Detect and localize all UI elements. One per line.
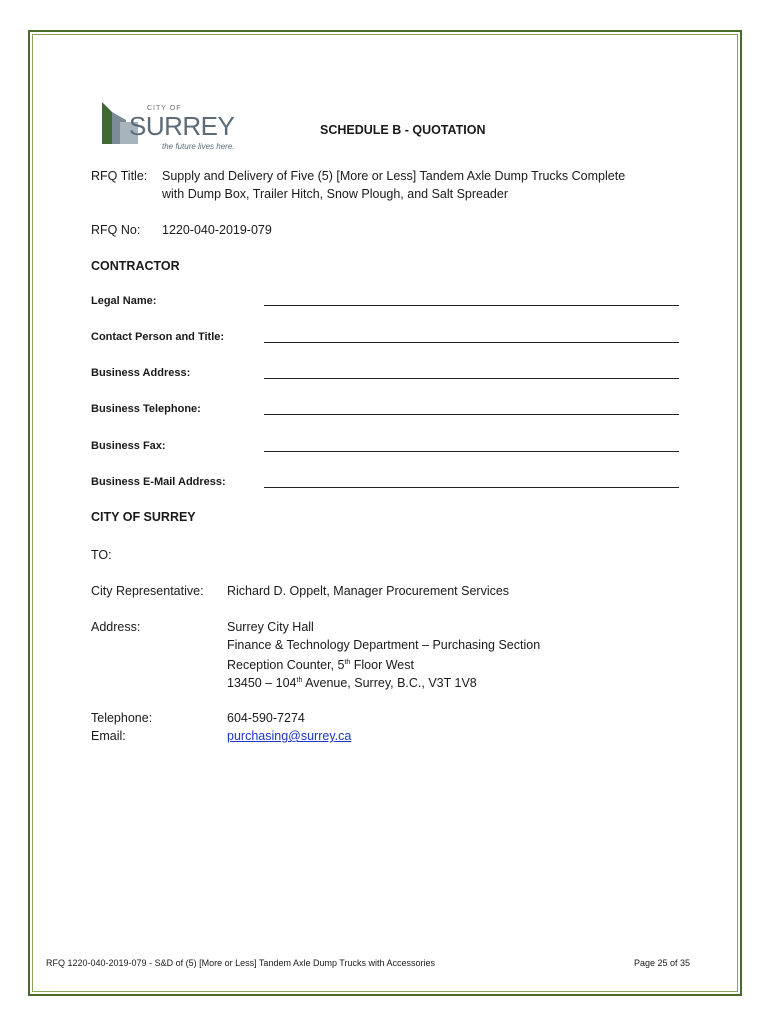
- business-address-label: Business Address:: [91, 367, 191, 379]
- contact-person-field[interactable]: [264, 342, 679, 343]
- address-label: Address:: [91, 620, 141, 634]
- contact-person-label: Contact Person and Title:: [91, 331, 225, 343]
- legal-name-field[interactable]: [264, 305, 679, 306]
- rfq-title-label: RFQ Title:: [91, 169, 148, 183]
- business-address-field[interactable]: [264, 378, 679, 379]
- rfq-no-value: 1220-040-2019-079: [162, 223, 272, 237]
- address-line4-sup: th: [296, 677, 303, 684]
- business-email-label: Business E-Mail Address:: [91, 476, 226, 488]
- footer-page-number: Page 25 of 35: [634, 958, 691, 968]
- address-line4-text-end: Avenue, Surrey, B.C., V3T 1V8: [302, 676, 477, 691]
- address-line4: [227, 672, 477, 692]
- contractor-heading: CONTRACTOR: [91, 259, 180, 273]
- logo-city-of: CITY OF: [147, 105, 182, 112]
- address-line4-text: 13450 – 104: [227, 676, 297, 691]
- rfq-no-label: RFQ No:: [91, 223, 141, 237]
- address-line1: Surrey City Hall: [227, 620, 314, 634]
- business-telephone-label: Business Telephone:: [91, 403, 201, 415]
- logo-name: SURREY: [129, 111, 235, 141]
- business-fax-label: Business Fax:: [91, 440, 166, 452]
- email-link[interactable]: purchasing@surrey.ca: [227, 729, 352, 743]
- city-rep-value: Richard D. Oppelt, Manager Procurement Services: [227, 584, 510, 598]
- legal-name-label: Legal Name:: [91, 295, 157, 307]
- city-of-surrey-logo: [100, 100, 250, 156]
- business-email-field[interactable]: [264, 487, 679, 488]
- rfq-title-line2: with Dump Box, Trailer Hitch, Snow Plough, and Salt Spreader: [162, 187, 509, 201]
- logo-tagline: the future lives here.: [162, 142, 235, 151]
- footer-document-ref: RFQ 1220-040-2019-079 - S&D of (5) [More or Less] Tandem Axle Dump Trucks with Accessories: [46, 958, 435, 968]
- email-label: Email:: [91, 729, 126, 743]
- business-fax-field[interactable]: [264, 451, 679, 452]
- business-telephone-field[interactable]: [264, 414, 679, 415]
- to-label: TO:: [91, 548, 112, 562]
- city-rep-label: City Representative:: [91, 584, 204, 598]
- page-title: SCHEDULE B - QUOTATION: [320, 123, 486, 137]
- rfq-title-line1: Supply and Delivery of Five (5) [More or Less] Tandem Axle Dump Trucks Complete: [162, 169, 626, 183]
- city-heading: CITY OF SURREY: [91, 510, 196, 524]
- telephone-value: 604-590-7274: [227, 711, 305, 725]
- address-line3-text: Reception Counter, 5: [227, 658, 345, 673]
- address-line2: Finance & Technology Department – Purchasing Section: [227, 638, 541, 652]
- telephone-label: Telephone:: [91, 711, 153, 725]
- address-line3-text-end: Floor West: [350, 658, 414, 673]
- address-line3-sup: th: [344, 659, 351, 666]
